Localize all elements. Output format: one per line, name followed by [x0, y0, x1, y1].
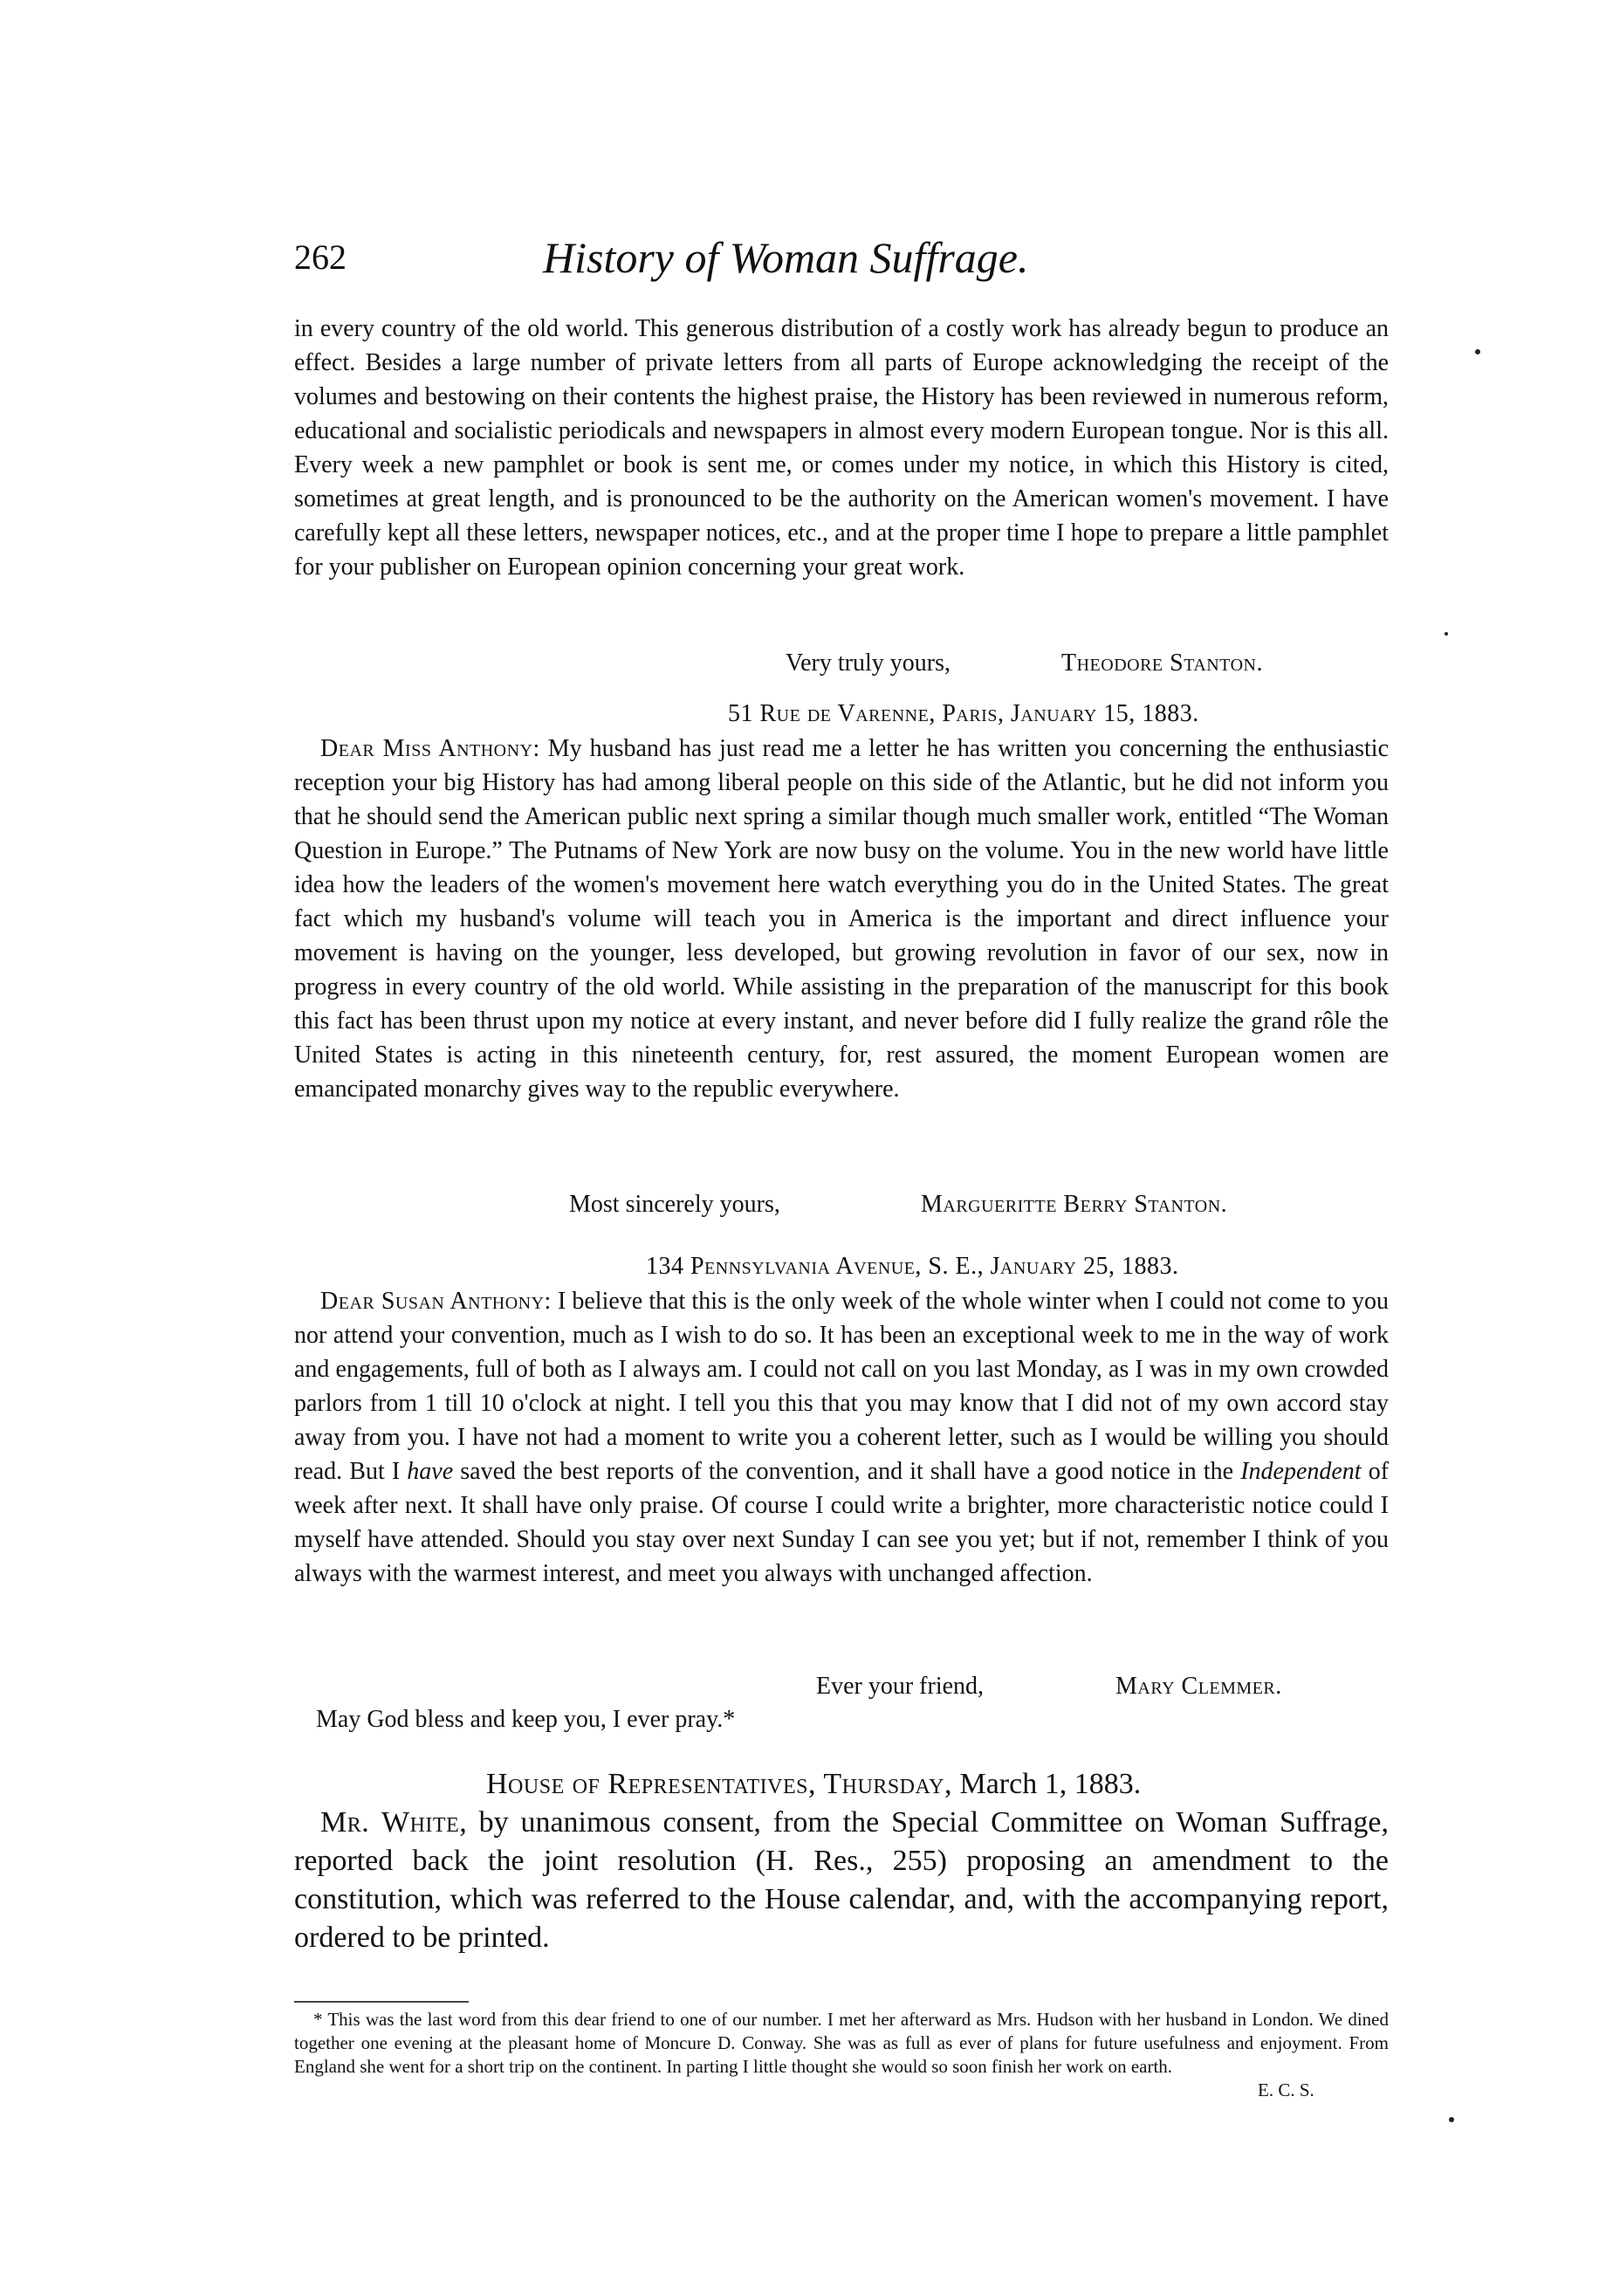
page-number: 262 — [294, 237, 347, 277]
letter-clemmer-body-1: I believe that this is the only week of the whole winter when I could not come to you nor attend your convention, much as I wish to do so. It has been an exceptional week to me in the way of work and engagements, full of both as I always am. I could not call on you last Monday, as I was in my own crowded parlors from 1 till 10 o'clock at night. I tell you this that you may know that I did not of my own accord stay away from you. I have not had a moment to write you a coherent letter, such as I would be willing you should read. But I — [294, 1288, 1389, 1485]
letter-theodore-body: in every country of the old world. This generous distribution of a costly work has already begun to produce an effect. Besides a large number of private letters from all parts of Europe acknowledging the receipt of the volumes and bestowing on their contents the highest praise, the History has been reviewed in numerous reform, educational and socialistic periodicals and newspapers in almost every modern European tongue. Nor is this all. Every week a new pamphlet or book is sent me, or comes under my notice, in which this History is cited, sometimes at great length, and is pronounced to be the authority on the American women's movement. I have carefully kept all these letters, newspaper notices, etc., and at the proper time I hope to prepare a little pamphlet for your publisher on European opinion concerning your great work. — [294, 315, 1389, 581]
letter-margueritte-body: My husband has just read me a letter he has written you concerning the enthusiastic reception your big History has had among liberal people on this side of the Atlantic, but he did not inform you that he should send the American public next spring a similar though much smaller work, entitled “The Woman Question in Europe.” The Putnams of New York are now busy on the volume. You in the new world have little idea how the leaders of the women's movement here watch everything you do in the United States. The great fact which my husband's volume will teach you in America is the important and direct influence your movement is having on the younger, less developed, but growing revolution in favor of our sex, now in progress in every country of the old world. While assisting in the preparation of the manuscript for this book this fact has been thrust upon my notice at every instant, and never before did I fully realize the grand rôle the United States is acting in this nineteenth century, for, rest assured, the moment European women are emancipated monarchy gives way to the republic everywhere. — [294, 735, 1390, 1103]
letter-clemmer-salutation: Dear Susan Anthony: — [320, 1288, 552, 1315]
house-heading-caps: House of Representatives, Thursday, — [486, 1768, 952, 1800]
scan-speck — [1475, 349, 1480, 354]
letter-clemmer-text — [294, 1284, 1389, 1591]
letter-margueritte-closing: Most sincerely yours, — [569, 1191, 780, 1218]
running-head — [294, 231, 1376, 284]
letter-clemmer-dateline: 134 Pennsylvania Avenue, S. E., January 25, 1883. — [646, 1253, 1179, 1280]
footnote-text: * This was the last word from this dear friend to one of our number. I met her afterward as Mrs. Hudson with her husband in London. We dined together one evening at the pleasant home of Moncure D. Conway. She was as full as ever of plans for future usefulness and enjoyment. From England she went for a short trip on the continent. In parting I little thought she would so soon finish her work on earth. — [294, 2009, 1389, 2077]
letter-clemmer-signature: Mary Clemmer. — [1115, 1673, 1282, 1700]
letter-clemmer-body-2: saved the best reports of the convention, and it shall have a good notice in the — [460, 1458, 1234, 1485]
house-paragraph — [294, 1804, 1389, 1957]
scan-speck — [1445, 632, 1448, 636]
emphasis-have: have — [407, 1458, 454, 1485]
house-heading — [486, 1765, 1141, 1804]
letter-margueritte-signature: Margueritte Berry Stanton. — [921, 1191, 1228, 1218]
letter-clemmer-body-3: of week after next. It shall have only praise. Of course I could write a brighter, more characteristic notice could I myself have attended. Should you stay over next Sunday I can see you yet; but if not, remember I think of you always with the warmest interest, and meet you always with unchanged affection. — [294, 1458, 1390, 1587]
house-speaker: Mr. White — [320, 1806, 460, 1839]
letter-margueritte-dateline: 51 Rue de Varenne, Paris, January 15, 1883. — [728, 700, 1199, 727]
emphasis-independent: Independent — [1240, 1458, 1362, 1485]
scan-speck — [1449, 2117, 1454, 2122]
footnote-rule — [294, 2001, 469, 2003]
letter-clemmer-closing: Ever your friend, — [816, 1673, 985, 1700]
letter-margueritte-salutation: Dear Miss Anthony: — [320, 735, 540, 762]
footnote-initials: E. C. S. — [1258, 2079, 1314, 2100]
letter-theodore-signature: Theodore Stanton. — [1061, 650, 1263, 677]
letter-clemmer-postscript: May God bless and keep you, I ever pray.* — [316, 1706, 736, 1733]
house-text: , by unanimous consent, from the Special Committee on Woman Suffrage, reported back the joint resolution (H. Res., 255) proposing an amendment to the constitution, which was referred to the House calendar, and, with the accompanying report, ordered to be printed. — [294, 1806, 1389, 1954]
running-title: History of Woman Suffrage. — [543, 233, 1029, 282]
house-heading-date: March 1, 1883. — [959, 1768, 1142, 1800]
letter-theodore-closing: Very truly yours, — [786, 650, 950, 677]
letter-margueritte-text — [294, 732, 1389, 1106]
